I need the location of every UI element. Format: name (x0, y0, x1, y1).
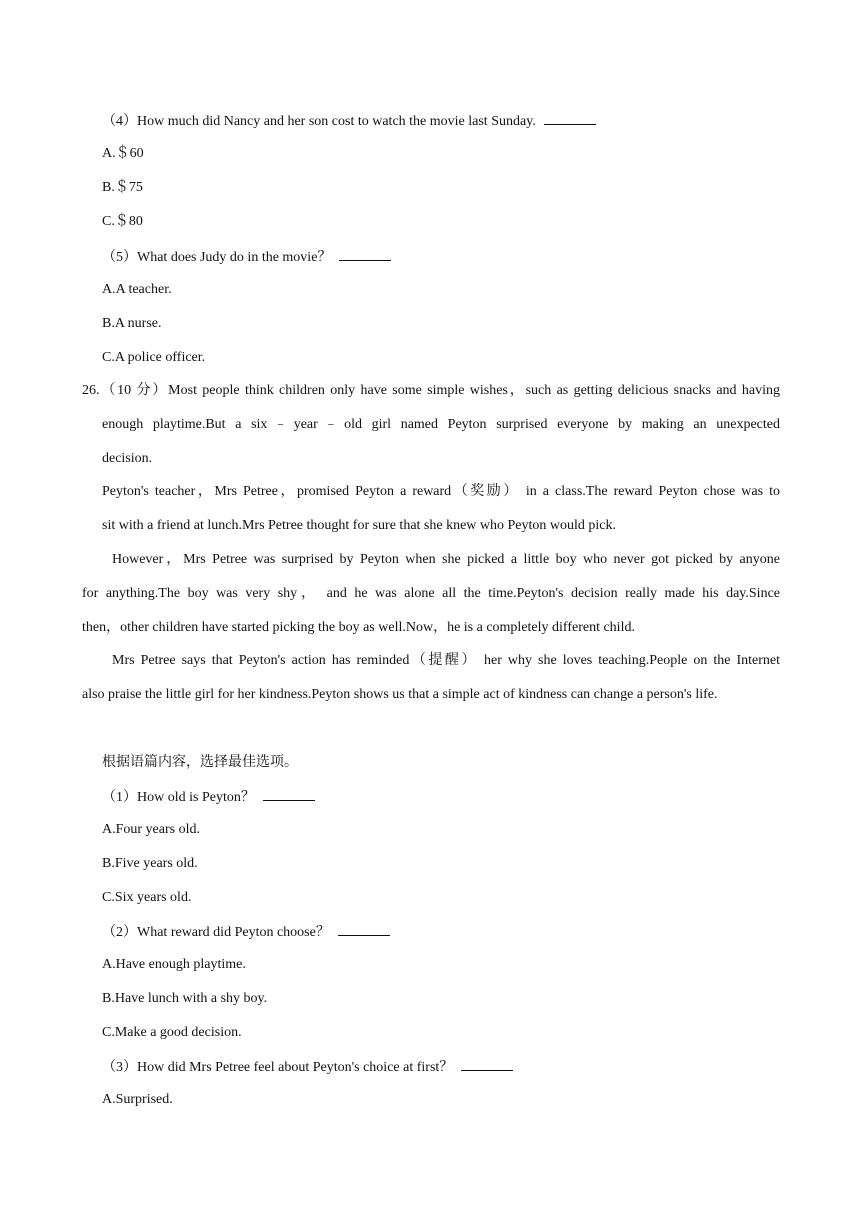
answer-blank[interactable] (339, 246, 391, 261)
answer-blank[interactable] (263, 786, 315, 801)
question-4 (102, 110, 596, 132)
answer-blank[interactable] (338, 921, 390, 936)
question-1-stem: （1）How old is Peyton？ (102, 790, 255, 805)
passage-line: sit with a friend at lunch.Mrs Petree thought for sure that she knew who Peyton would pick. (102, 518, 617, 533)
question-5 (102, 246, 391, 268)
question-5-stem: （5）What does Judy do in the movie？ (102, 250, 332, 265)
passage-line: also praise the little girl for her kindness.Peyton shows us that a simple act of kindness can change a person's life. (82, 687, 718, 702)
passage-line: Mrs Petree says that Peyton's action has reminded（提醒） her why she loves teaching.People on the Internet (112, 653, 780, 668)
answer-blank[interactable] (461, 1056, 513, 1071)
question-4-stem: （4）How much did Nancy and her son cost to watch the movie last Sunday. (102, 114, 536, 129)
option-c: C.Make a good decision. (102, 1025, 242, 1040)
option-c: C.A police officer. (102, 350, 206, 365)
option-a: A.A teacher. (102, 282, 172, 297)
answer-blank[interactable] (544, 110, 596, 125)
option-a: A.＄60 (102, 146, 144, 161)
passage-line: However，Mrs Petree was surprised by Peyton when she picked a little boy who never got picked by anyone (112, 552, 780, 567)
option-b: B.Have lunch with a shy boy. (102, 991, 268, 1006)
option-a: A.Have enough playtime. (102, 957, 246, 972)
question-2 (102, 921, 390, 943)
option-b: B.A nurse. (102, 316, 162, 331)
passage-line: enough playtime.But a six﹣year﹣old girl named Peyton surprised everyone by making an unexpected (102, 417, 780, 432)
question-2-stem: （2）What reward did Peyton choose？ (102, 925, 330, 940)
passage-line: 26.（10 分）Most people think children only have some simple wishes，such as getting delicious snacks and having (82, 383, 780, 398)
question-3-stem: （3）How did Mrs Petree feel about Peyton's choice at first？ (102, 1060, 454, 1075)
option-c: C.Six years old. (102, 890, 192, 905)
option-b: B.＄75 (102, 180, 143, 195)
option-a: A.Surprised. (102, 1092, 173, 1107)
question-1 (102, 786, 315, 808)
passage-line: for anything.The boy was very shy， and he was alone all the time.Peyton's decision really made his day.Since (82, 586, 780, 601)
passage-line: decision. (102, 451, 153, 466)
question-3 (102, 1056, 513, 1078)
option-a: A.Four years old. (102, 822, 200, 837)
instruction: 根据语篇内容，选择最佳选项。 (102, 755, 298, 770)
passage-line: then，other children have started picking the boy as well.Now，he is a completely different child. (82, 620, 635, 635)
passage-line: Peyton's teacher，Mrs Petree，promised Peyton a reward（奖励） in a class.The reward Peyton chose was to (102, 484, 780, 499)
option-c: C.＄80 (102, 214, 143, 229)
option-b: B.Five years old. (102, 856, 198, 871)
